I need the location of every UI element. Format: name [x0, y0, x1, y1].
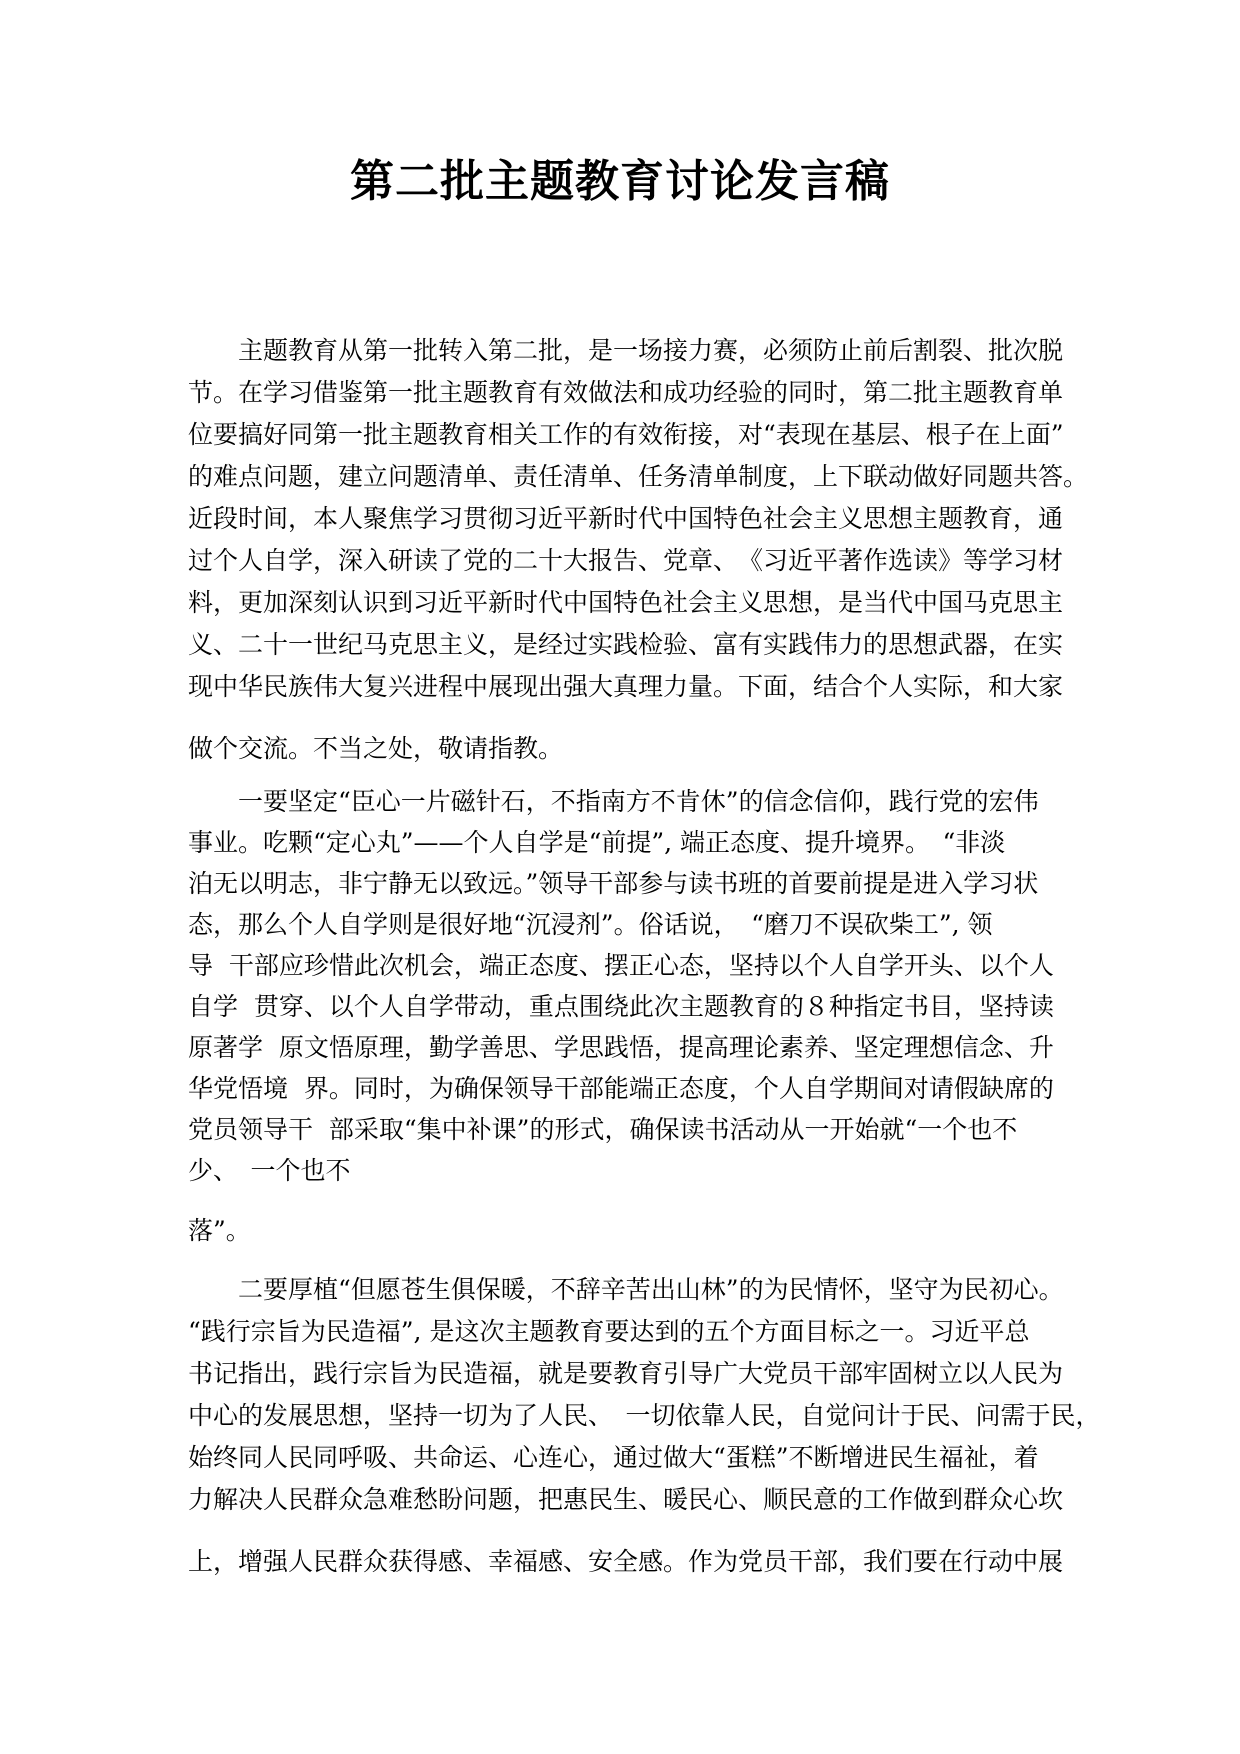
text-line: 做个交流。不当之处，敬请指教。	[188, 734, 564, 763]
text-line: 华党悟境 界。同时，为确保领导干部能端正态度，个人自学期间对请假缺席的	[188, 1074, 1054, 1103]
text-line: 节。在学习借鉴第一批主题教育有效做法和成功经验的同时，第二批主题教育单	[188, 378, 1064, 407]
text-line: 近段时间，本人聚焦学习贯彻习近平新时代中国特色社会主义思想主题教育，通	[188, 504, 1064, 533]
text-line: 力解决人民群众急难愁盼问题，把惠民生、暖民心、顺民意的工作做到群众心坎	[188, 1485, 1064, 1514]
text-line: 二要厚植“但愿苍生俱保暖，不辞辛苦出山林”的为民情怀，坚守为民初心。	[188, 1275, 1064, 1304]
text-line: 中心的发展思想，坚持一切为了人民、 一切依靠人民，自觉问计于民、问需于民，	[188, 1401, 1101, 1430]
text-line: 导 干部应珍惜此次机会，端正态度、摆正心态，坚持以个人自学开头、以个人	[188, 951, 1054, 980]
document-title: 第二批主题教育讨论发言稿	[350, 156, 890, 207]
text-line: 书记指出，践行宗旨为民造福，就是要教育引导广大党员干部牢固树立以人民为	[188, 1359, 1064, 1388]
text-line: 事业。吃颗“定心丸”——个人自学是“前提”, 端正态度、提升境界。 “非淡	[188, 828, 1006, 857]
text-line: 泊无以明志，非宁静无以致远。”领导干部参与读书班的首要前提是进入学习状	[188, 869, 1039, 898]
text-line: 自学 贯穿、以个人自学带动，重点围绕此次主题教育的８种指定书目，坚持读	[188, 992, 1054, 1021]
text-line: 现中华民族伟大复兴进程中展现出强大真理力量。下面，结合个人实际，和大家	[188, 672, 1064, 701]
text-line: 上，增强人民群众获得感、幸福感、安全感。作为党员干部，我们要在行动中展	[188, 1547, 1064, 1576]
text-line: 落”。	[188, 1216, 251, 1245]
text-line: “践行宗旨为民造福”, 是这次主题教育要达到的五个方面目标之一。习近平总	[188, 1317, 1030, 1346]
text-line: 料，更加深刻认识到习近平新时代中国特色社会主义思想，是当代中国马克思主	[188, 588, 1064, 617]
text-line: 少、 一个也不	[188, 1156, 351, 1185]
text-line: 过个人自学，深入研读了党的二十大报告、党章、 《习近平著作选读》等学习材	[188, 546, 1064, 575]
text-line: 原著学 原文悟原理，勤学善思、学思践悟，提高理论素养、坚定理想信念、升	[188, 1033, 1054, 1062]
text-line: 态，那么个人自学则是很好地“沉浸剂”。俗话说， “磨刀不误砍柴工”, 领	[188, 910, 993, 939]
text-line: 一要坚定“臣心一片磁针石，不指南方不肯休”的信念信仰，践行党的宏伟	[188, 787, 1039, 816]
text-line: 始终同人民同呼吸、共命运、心连心，通过做大“蛋糕”不断增进民生福祉，着	[188, 1443, 1039, 1472]
text-line: 义、二十一世纪马克思主义，是经过实践检验、富有实践伟力的思想武器，在实	[188, 630, 1064, 659]
text-line: 党员领导干 部采取“集中补课”的形式，确保读书活动从一开始就“一个也不	[188, 1115, 1018, 1144]
text-line: 主题教育从第一批转入第二批，是一场接力赛，必须防止前后割裂、批次脱	[188, 336, 1064, 365]
text-line: 的难点问题，建立问题清单、责任清单、任务清单制度，上下联动做好同题共答。	[188, 462, 1089, 491]
text-line: 位要搞好同第一批主题教育相关工作的有效衔接，对“表现在基层、根子在上面”	[188, 420, 1064, 449]
